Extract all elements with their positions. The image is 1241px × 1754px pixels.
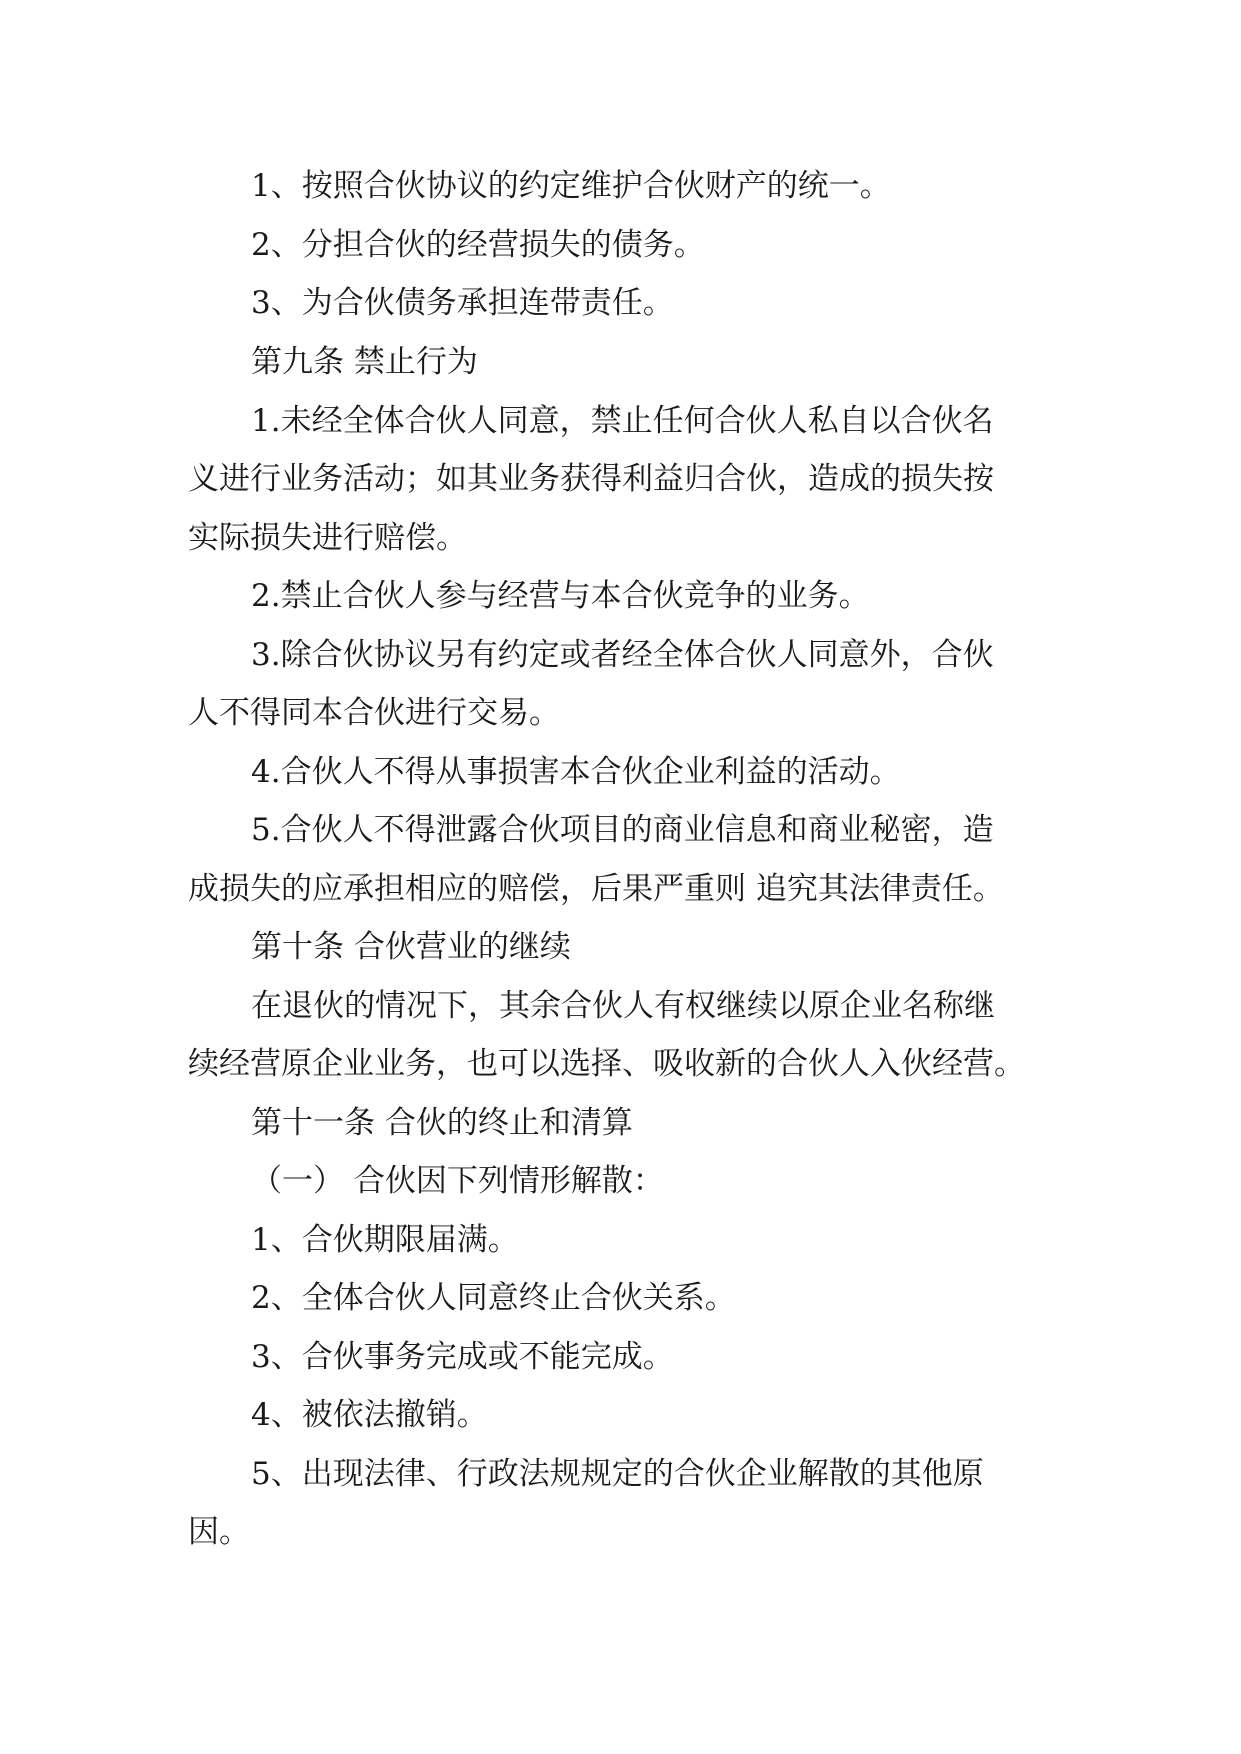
text-line: 4、被依法撤销。 — [251, 1397, 488, 1433]
text-line: 1、按照合伙协议的约定维护合伙财产的统一。 — [251, 168, 891, 204]
text-line: 5.合伙人不得泄露合伙项目的商业信息和商业秘密，造 — [251, 812, 994, 848]
text-line: 1、合伙期限届满。 — [251, 1222, 519, 1258]
text-line: 义进行业务活动；如其业务获得利益归合伙，造成的损失按 — [188, 461, 994, 497]
text-line: 1.未经全体合伙人同意，禁止任何合伙人私自以合伙名 — [251, 403, 994, 439]
text-line: 续经营原企业业务，也可以选择、吸收新的合伙人入伙经营。 — [188, 1046, 1025, 1082]
section-heading: 第十一条 合伙的终止和清算 — [251, 1105, 633, 1141]
text-line: 因。 — [188, 1514, 250, 1550]
text-line: 3.除合伙协议另有约定或者经全体合伙人同意外，合伙 — [251, 637, 994, 673]
subsection-heading: （一） 合伙因下列情形解散： — [251, 1163, 664, 1199]
text-line: 3、为合伙债务承担连带责任。 — [251, 285, 674, 321]
text-line: 成损失的应承担相应的赔偿，后果严重则 追究其法律责任。 — [188, 871, 1004, 907]
section-heading: 第九条 禁止行为 — [251, 344, 478, 380]
text-line: 实际损失进行赔偿。 — [188, 520, 467, 556]
text-line: 2、分担合伙的经营损失的债务。 — [251, 227, 705, 263]
text-line: 2.禁止合伙人参与经营与本合伙竞争的业务。 — [251, 578, 870, 614]
text-line: 4.合伙人不得从事损害本合伙企业利益的活动。 — [251, 754, 901, 790]
text-line: 在退伙的情况下，其余合伙人有权继续以原企业名称继 — [251, 988, 995, 1024]
text-line: 人不得同本合伙进行交易。 — [188, 695, 560, 731]
text-line: 3、合伙事务完成或不能完成。 — [251, 1339, 674, 1375]
text-line: 2、全体合伙人同意终止合伙关系。 — [251, 1280, 736, 1316]
section-heading: 第十条 合伙营业的继续 — [251, 929, 571, 965]
text-line: 5、出现法律、行政法规规定的合伙企业解散的其他原 — [251, 1456, 984, 1492]
